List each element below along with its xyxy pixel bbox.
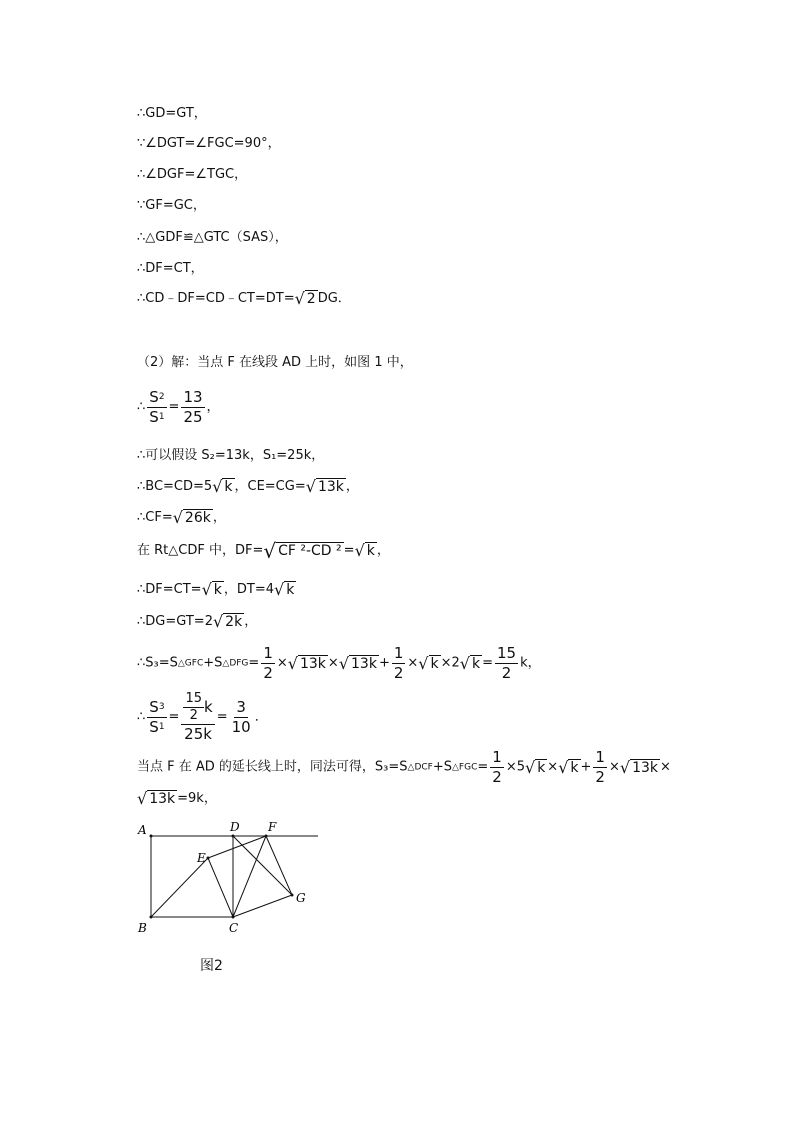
line-result-9k: √ 13k =9k，: [137, 789, 217, 808]
line-cd-df: ∴CD﹣DF=CD﹣CT=DT= √ 2 DG．: [137, 289, 351, 308]
line-angle-dgf: ∴∠DGF=∠TGC，: [137, 167, 248, 182]
line-ratio-s2-s1: ∴ $\frac{S2}{S1}$ = $\frac{13}{25}$ ，: [137, 388, 220, 426]
line-df-ct: ∴DF=CT，: [137, 261, 204, 276]
figure-caption: 图2: [200, 958, 223, 974]
label-e: E: [197, 851, 206, 865]
line-ratio-s3-s1: ∴ $\frac{S3}{S1}$ = $\frac{15}{2}$ k 25k = $\frac{3}{10}$ ．: [137, 691, 268, 743]
segment-fc: [233, 836, 266, 917]
sqrt-2: √ 2: [294, 289, 316, 308]
line-dg-gt: ∴DG=GT=2 √ 2k ，: [137, 612, 258, 631]
line-bc-cd: ∴BC=CD=5 √ k ，CE=CG= √ 13k ，: [137, 477, 359, 496]
fraction-13-25: $\frac{13}{25}$: [183, 388, 203, 426]
line-gf-gc: ∵GF=GC，: [137, 198, 206, 213]
segment-fg: [266, 836, 292, 895]
label-b: B: [138, 921, 147, 935]
segment-cg: [233, 895, 292, 917]
label-g: G: [296, 891, 306, 905]
label-a: A: [138, 823, 147, 837]
line-s3-sum: ∴S₃=S△GFC+S△DFG= $\frac{1}{2}$ × √ 13k × √ 13k + $\frac{1}{2}$ × √ k ×2 √ k = $\frac{15}{2}$ k，: [137, 644, 541, 682]
line-angle-equal: ∵∠DGT=∠FGC=90°，: [137, 136, 281, 151]
label-c: C: [229, 921, 239, 935]
line-df-ct-dt: ∴DF=CT= √ k ，DT=4 √ k: [137, 580, 295, 599]
line-gd-gt: ∴GD=GT，: [137, 106, 207, 121]
line-cf: ∴CF= √ 26k ，: [137, 508, 226, 527]
line-assume: ∴可以假设 S₂=13k，S₁=25k，: [137, 448, 325, 463]
line-extension-case: 当点 F 在 AD 的延长线上时，同法可得，S₃=S△DCF+S△FGC= $\frac{1}{2}$ ×5 √ k × √ k + $\frac{1}{2}$ × √ 13k ×: [137, 748, 671, 786]
geometry-figure: [130, 820, 330, 940]
line-part2-intro: （2）解：当点 F 在线段 AD 上时，如图 1 中，: [137, 355, 413, 370]
label-d: D: [230, 820, 240, 834]
line-congruent: ∴△GDF≌△GTC（SAS），: [137, 230, 288, 245]
label-f: F: [268, 820, 277, 834]
segment-be: [151, 858, 208, 917]
line-rt-cdf: 在 Rt△CDF 中，DF= √ CF ²-CD ² = √ k ，: [137, 539, 390, 563]
segment-ec: [208, 858, 233, 917]
fraction-s2-s1: $\frac{S2}{S1}$: [149, 388, 165, 426]
